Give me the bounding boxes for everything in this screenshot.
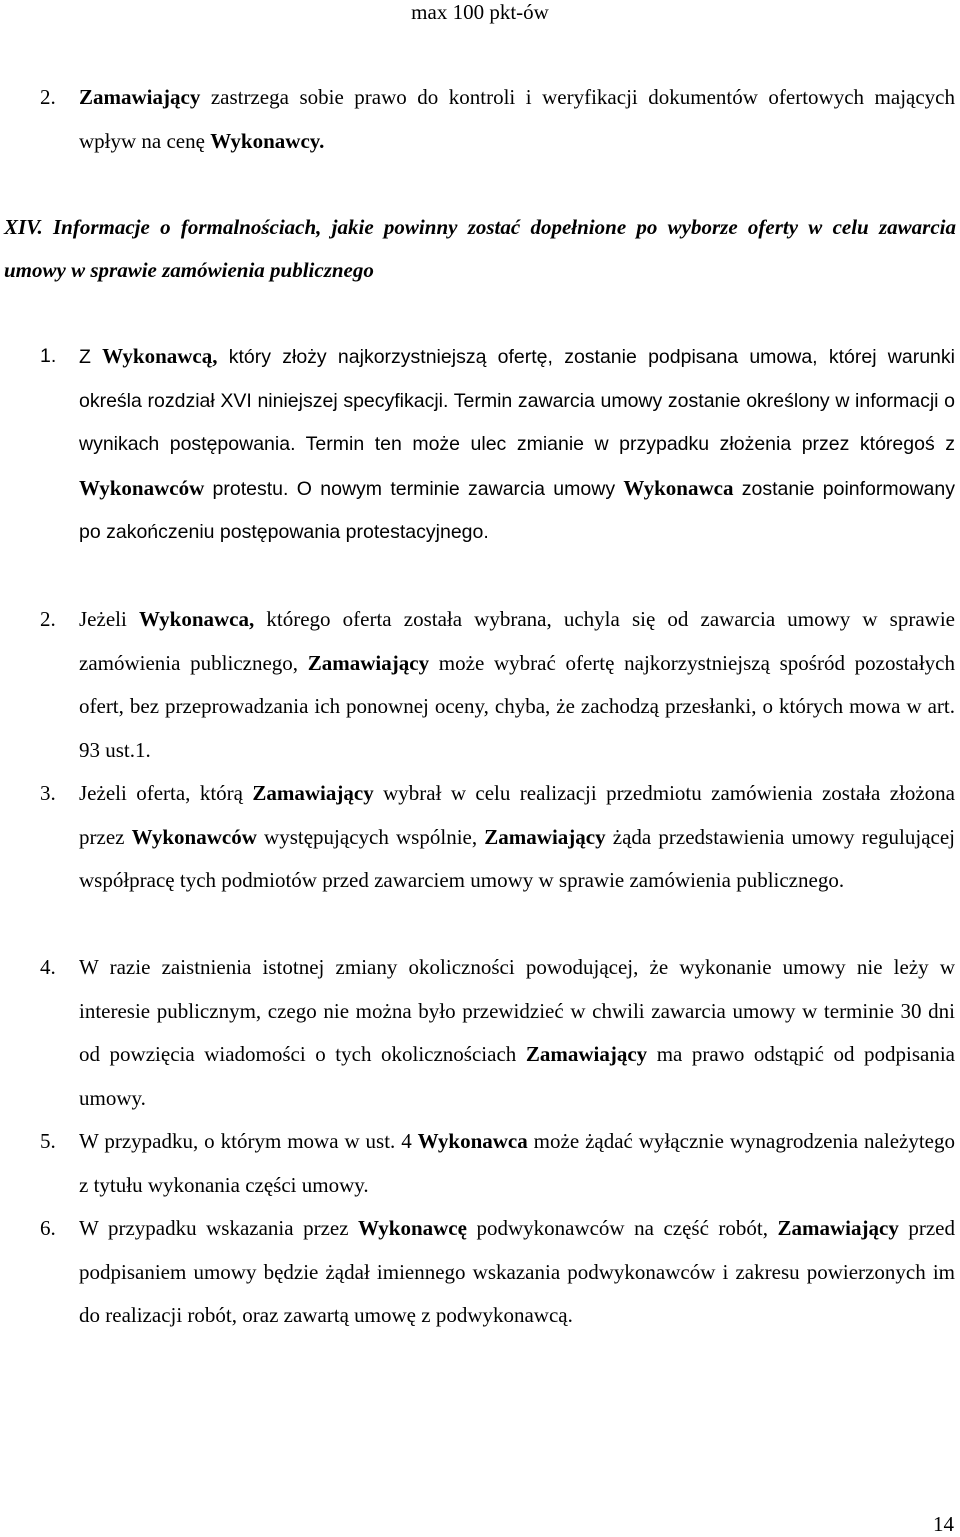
text-run: O nowym terminie zawarcia umowy [288, 477, 624, 500]
emphasis: Wykonawca [623, 475, 734, 500]
text-run: protestu. [204, 477, 289, 500]
emphasis: Zamawiający [777, 1216, 899, 1240]
text-run: przed podpisaniem umowy będzie żądał imiennego wskazania podwykonawców i zakresu powierzonych im do realizacji robót, oraz zawartą umowę z podwykonawcą. [79, 1216, 955, 1327]
text-run: Jeżeli [79, 607, 139, 631]
text-run: zastrzega sobie prawo do kontroli i weryfikacji dokumentów ofertowych mających wpływ na cenę [79, 85, 955, 153]
text-run: W razie zaistnienia istotnej zmiany okoliczności powodującej, że wykonanie umowy nie leży w interesie publicznym, czego nie można było przewidzieć w chwili zawarcia umowy w terminie 30 dni od powzięcia wiadomości o tych okolicznościach [79, 955, 955, 1066]
section-heading: XIV. Informacje o formalnościach, jakie powinny zostać dopełnione po wyborze oferty w celu zawarcia umowy w sprawie zamówienia publicznego [4, 215, 956, 282]
item-number: 5. [40, 1129, 56, 1153]
text-run: Z [79, 346, 103, 368]
item-text [79, 946, 955, 1120]
text-run: występujących wspólnie, [256, 824, 485, 849]
text-run: żąda przedstawienia umowy regulującej współpracę tych podmiotów przed zawarciem umowy w sprawie zamówienia publicznego. [79, 824, 955, 892]
text-run: ma prawo odstąpić od podpisania umowy. [79, 1042, 955, 1110]
item-number: 2. [40, 85, 56, 109]
emphasis: Zamawiający [252, 781, 374, 805]
emphasis: Zamawiający [525, 1042, 648, 1066]
item-number: 3. [40, 781, 56, 805]
text-run: może wybrać ofertę najkorzystniejszą spośród pozostałych ofert, bez przeprowadzania ich ponownej oceny, chyba, że zachodzą przesłanki, o których mowa w art. 93 ust.1. [79, 650, 955, 762]
text-run: zostanie poinformowany po zakończeniu postępowania protestacyjnego. [79, 477, 955, 543]
item-text [79, 335, 955, 555]
item-number: 1. [40, 345, 57, 367]
emphasis: Wykonawca [417, 1129, 528, 1153]
item-text [79, 1120, 955, 1207]
text-run: wybrał w celu realizacji przedmiotu zamówienia została złożona przez [79, 781, 955, 849]
emphasis: Wykonawców [131, 824, 257, 849]
emphasis: Wykonawca, [138, 607, 255, 631]
item-text [79, 598, 955, 772]
item-text [79, 76, 955, 163]
item-number: 2. [40, 607, 56, 631]
page-number: 14 [933, 1512, 954, 1536]
emphasis: Wykonawcę [358, 1216, 467, 1240]
emphasis: Wykonawcy. [210, 128, 325, 153]
header-text: max 100 pkt-ów [411, 0, 549, 24]
emphasis: Wykonawców [79, 475, 205, 500]
item-number: 4. [40, 955, 56, 979]
text-run: W przypadku, o którym mowa w ust. 4 [79, 1129, 418, 1153]
emphasis: Zamawiający [484, 824, 606, 849]
item-text [79, 1207, 955, 1338]
text-run: Jeżeli oferta, którą [79, 781, 253, 805]
text-run: podwykonawców na część robót, [466, 1216, 778, 1240]
text-run: którego oferta została wybrana, uchyla się od zawarcia umowy w sprawie zamówienia publicznego, [79, 607, 955, 675]
emphasis: Zamawiający [79, 85, 201, 109]
text-run: W przypadku wskazania przez [79, 1216, 359, 1240]
emphasis: Wykonawcą, [102, 344, 218, 368]
item-text [79, 772, 955, 903]
item-number: 6. [40, 1216, 56, 1240]
text-run: który złoży najkorzystniejszą ofertę, zostanie podpisana umowa, której warunki określa rozdział XVI niniejszej specyfikacji. Termin zawarcia umowy zostanie określony w informacji o wynikach postępowania. Termin ten może ulec zmianie w przypadku złożenia przez któregoś z [79, 346, 955, 455]
text-run: może żądać wyłącznie wynagrodzenia należytego z tytułu wykonania części umowy. [79, 1129, 956, 1197]
emphasis: Zamawiający [307, 650, 430, 675]
